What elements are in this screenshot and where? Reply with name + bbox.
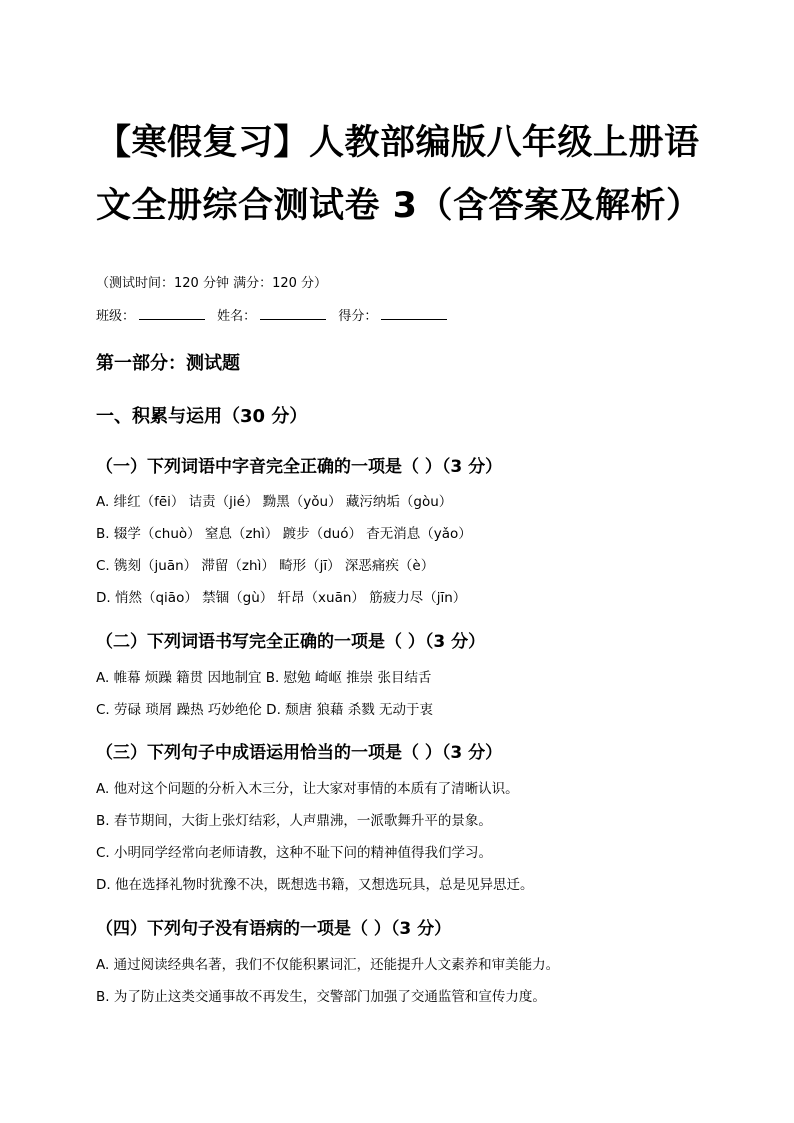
question-4-option-b: B. 为了防止这类交通事故不再发生，交警部门加强了交通监管和宣传力度。: [96, 989, 546, 1005]
question-2-heading: （二）下列词语书写完全正确的一项是（ ）（3 分）: [96, 632, 486, 652]
exam-info: （测试时间：120 分钟 满分：120 分）: [96, 276, 328, 291]
question-4-option-a: A. 通过阅读经典名著，我们不仅能积累词汇，还能提升人文素养和审美能力。: [96, 957, 560, 973]
question-1-heading: （一）下列词语中字音完全正确的一项是（ ）（3 分）: [96, 457, 503, 477]
question-1-option-d: D. 悄然（qiāo） 禁锢（gù） 轩昂（xuān） 筋疲力尽（jīn）: [96, 590, 467, 606]
question-4-heading: （四）下列句子没有语病的一项是（ ）（3 分）: [96, 919, 452, 939]
question-3-option-c: C. 小明同学经常向老师请教，这种不耻下问的精神值得我们学习。: [96, 845, 493, 861]
score-blank: [381, 308, 447, 320]
class-blank: [139, 308, 205, 320]
document-title: [96, 112, 736, 238]
question-3-option-d: D. 他在选择礼物时犹豫不决，既想选书籍，又想选玩具，总是见异思迁。: [96, 877, 534, 893]
name-label: 姓名：: [217, 309, 257, 324]
title-line-2: 文全册综合测试卷 3（含答案及解析）: [96, 186, 702, 226]
question-1-option-c: C. 镌刻（juān） 滞留（zhì） 畸形（jī） 深恶痛疾（è）: [96, 558, 435, 574]
question-2-options-ab: A. 帷幕 烦躁 籍贯 因地制宜 B. 慰勉 崎岖 推崇 张目结舌: [96, 670, 432, 686]
question-3-option-a: A. 他对这个问题的分析入木三分，让大家对事情的本质有了清晰认识。: [96, 781, 519, 797]
student-info-row: [96, 305, 455, 324]
question-1-option-b: B. 辍学（chuò） 窒息（zhì） 踱步（duó） 杳无消息（yǎo）: [96, 526, 472, 542]
question-3-heading: （三）下列句子中成语运用恰当的一项是（ ）（3 分）: [96, 743, 503, 763]
question-1-option-a: A. 绯红（fēi） 诘责（jié） 黝黑（yǒu） 藏污纳垢（gòu）: [96, 494, 453, 510]
question-3-option-b: B. 春节期间，大街上张灯结彩，人声鼎沸，一派歌舞升平的景象。: [96, 813, 492, 829]
name-blank: [260, 308, 326, 320]
section-title: 一、积累与运用（30 分）: [96, 406, 308, 427]
title-line-1: 【寒假复习】人教部编版八年级上册语: [96, 123, 700, 163]
part-title: 第一部分：测试题: [96, 353, 240, 374]
score-label: 得分：: [338, 309, 378, 324]
class-label: 班级：: [96, 309, 136, 324]
question-2-options-cd: C. 劳碌 琐屑 躁热 巧妙绝伦 D. 颓唐 狼藉 杀戮 无动于衷: [96, 702, 434, 718]
